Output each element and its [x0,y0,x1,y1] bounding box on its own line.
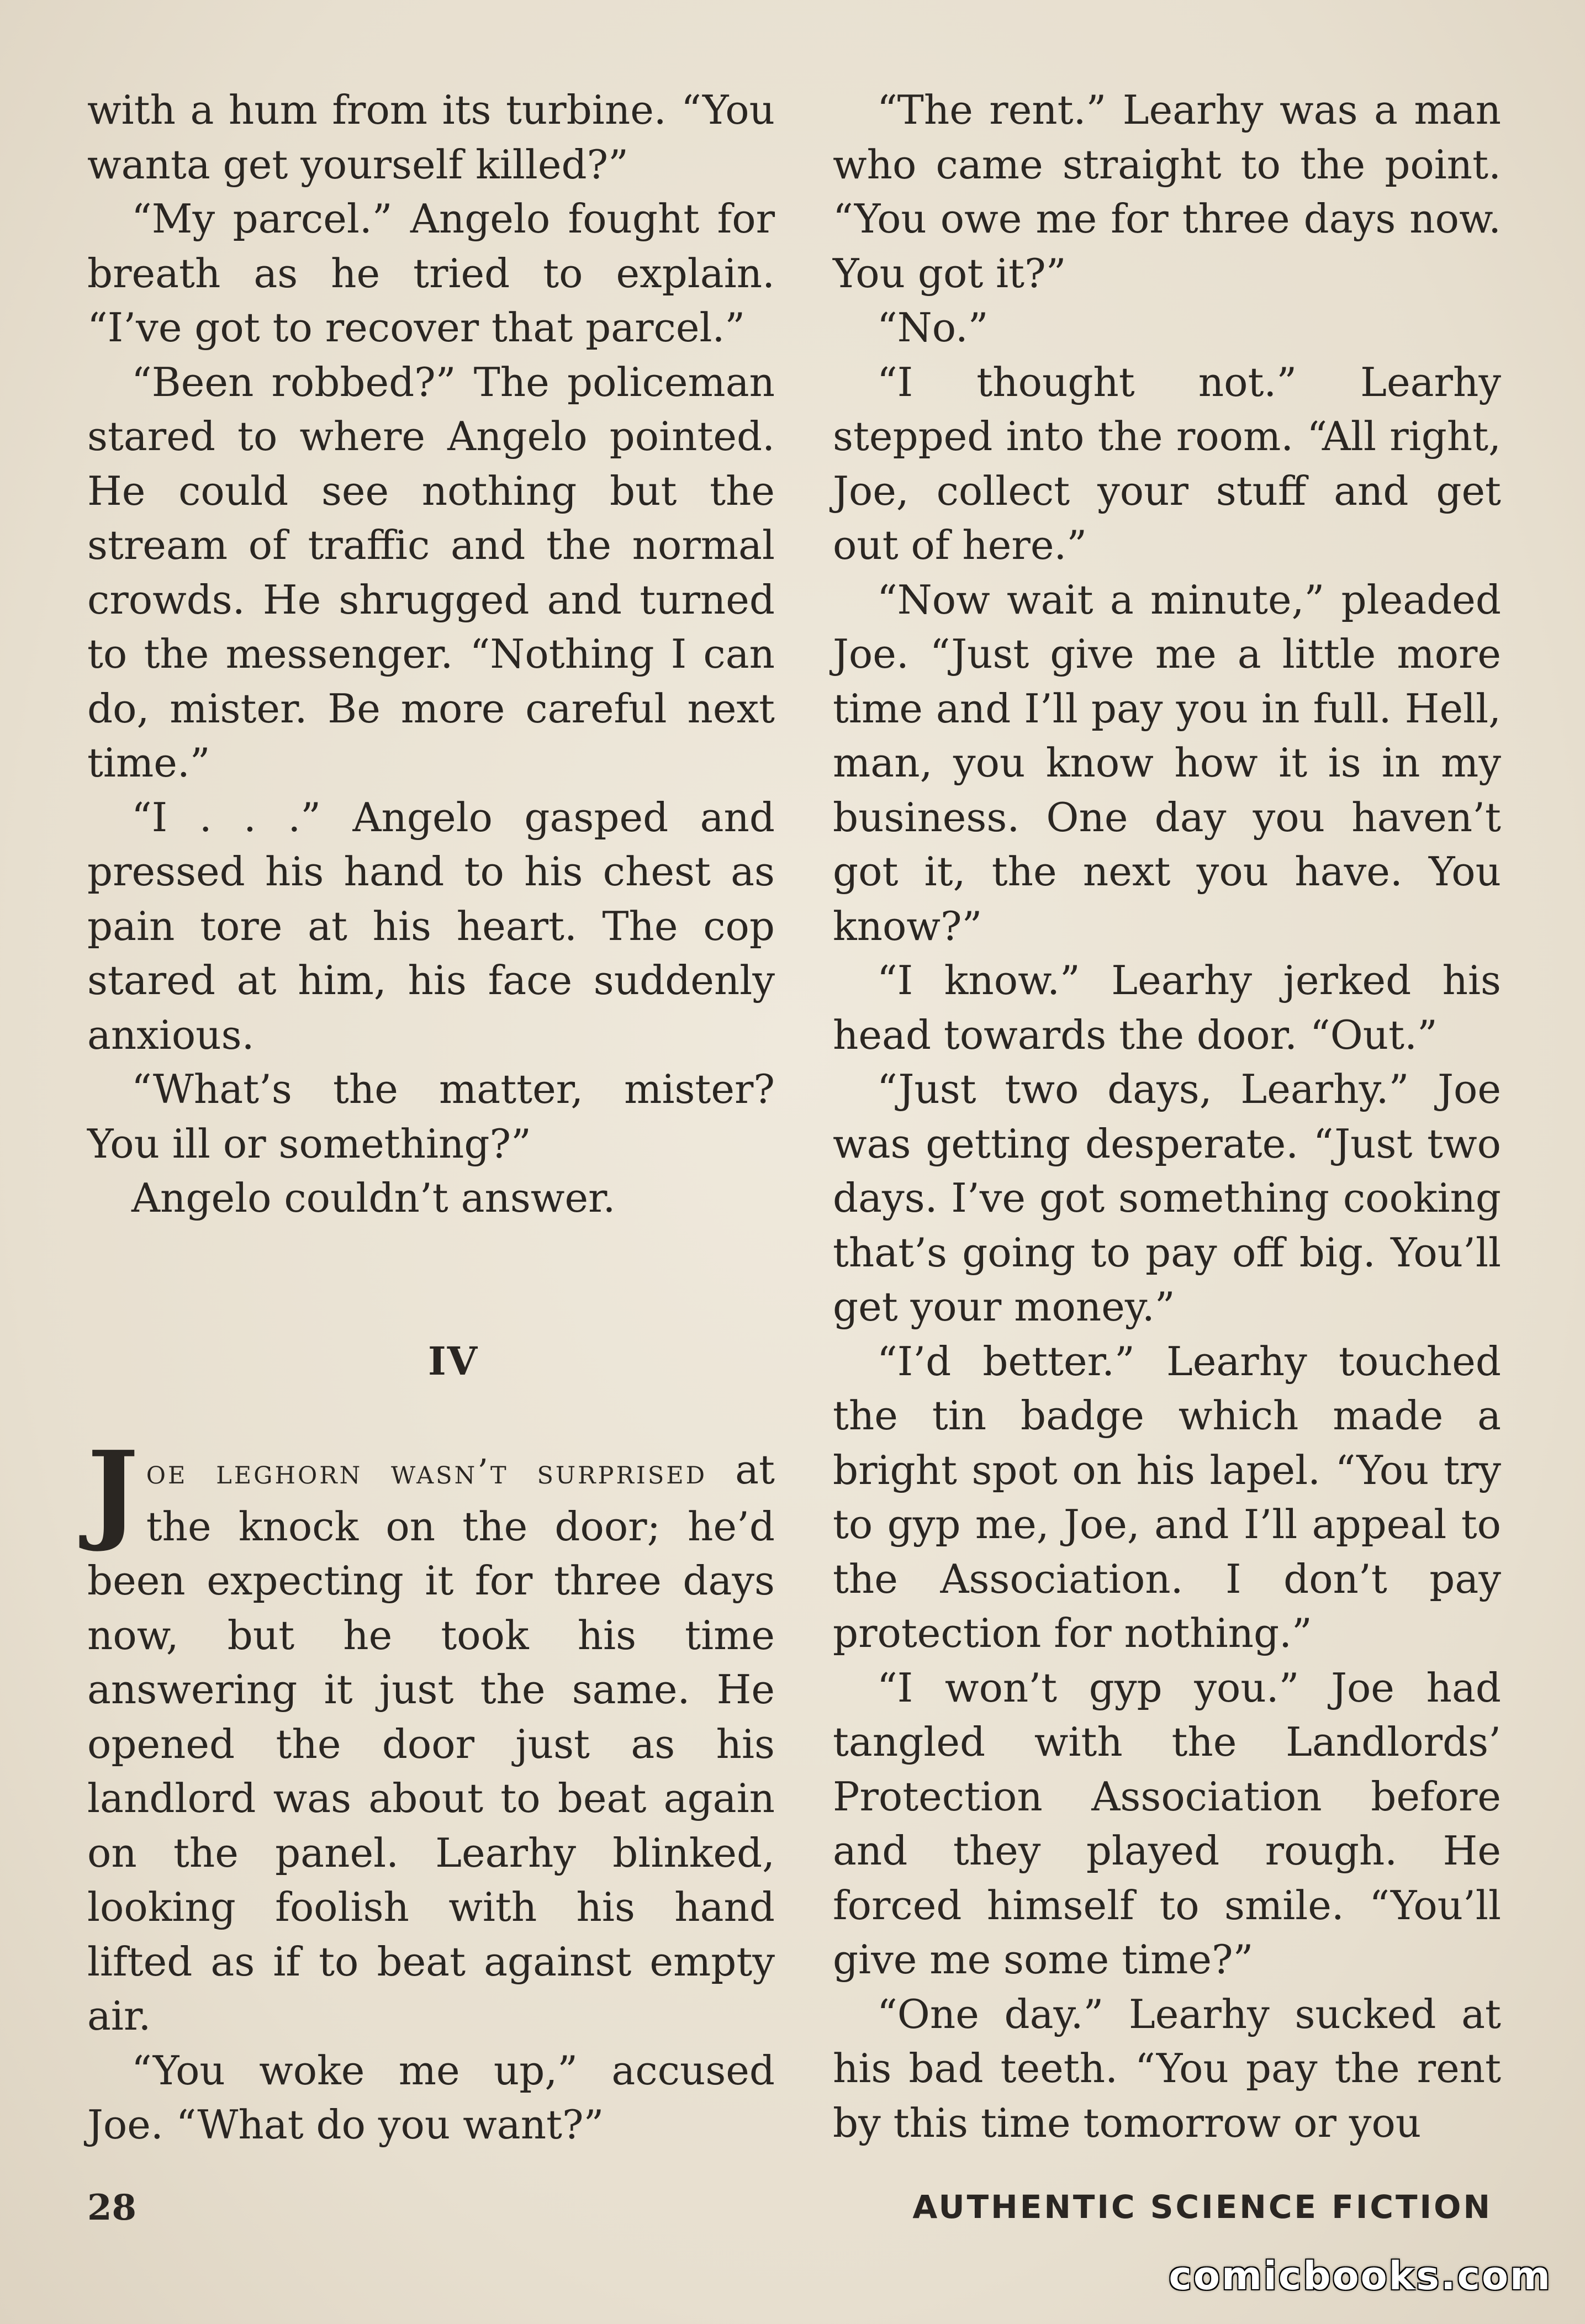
source-watermark: comicbooks.com [1169,2253,1552,2299]
paragraph: “What’s the matter, mister? You ill or something?” [87,1066,775,1167]
paragraph: “I know.” Learhy jerked his head towards the door. “Out.” [833,957,1501,1058]
paragraph: “No.” [877,304,989,351]
chapter-opening-paragraph [87,1428,775,2043]
paragraph: “I won’t gyp you.” Joe had tangled with the Landlords’ Protection Association before and they played rough. He forced himself to smile. “You’ll give me some time?” [833,1664,1501,1983]
left-text-column [87,83,775,2152]
section-heading: IV [427,1338,479,1384]
right-text-column [833,83,1501,2150]
paragraph: “The rent.” Learhy was a man who came straight to the point. “You owe me for three days now. You got it?” [833,87,1501,297]
paragraph: “I’d better.” Learhy touched the tin badge which made a bright spot on his lapel. “You try to gyp me, Joe, and I’ll appeal to the Association. I don’t pay protection for nothing.” [833,1338,1501,1656]
paragraph: “Now wait a minute,” pleaded Joe. “Just give me a little more time and I’ll pay you in full. Hell, man, you know how it is in my business. One day you haven’t got it, the next you have. You know?” [833,576,1501,949]
paragraph: “My parcel.” Angelo fought for breath as he tried to explain. “I’ve got to recover that parcel.” [87,196,775,351]
running-footer-title: AUTHENTIC SCIENCE FICTION [912,2188,1492,2226]
drop-cap: J [87,1428,139,1555]
page-number: 28 [87,2187,137,2228]
paragraph: “One day.” Learhy sucked at his bad teeth. “You pay the rent by this time tomorrow or you [833,1990,1501,2146]
paragraph: “Just two days, Learhy.” Joe was getting desperate. “Just two days. I’ve got something cooking that’s going to pay off big. You’ll get your money.” [833,1066,1501,1330]
paragraph: Angelo couldn’t answer. [131,1175,616,1221]
paragraph: “You woke me up,” accused Joe. “What do you want?” [87,2047,775,2148]
paragraph: “I thought not.” Learhy stepped into the room. “All right, Joe, collect your stuff and get out of here.” [833,358,1501,568]
paragraph-text: at the knock on the door; he’d been expecting it for three days now, but he took his time answering it just the same. He opened the door just as his landlord was about to beat again on the panel. Learhy blinked, looking foolish with his hand lifted as if to beat against empty air. [87,1446,775,2039]
paragraph: “I . . .” Angelo gasped and pressed his hand to his chest as pain tore at his heart. The cop stared at him, his face suddenly anxious. [87,794,775,1058]
opening-small-caps: oe leghorn wasn’t surprised [146,1451,707,1492]
paragraph: with a hum from its turbine. “You wanta get yourself killed?” [87,87,775,188]
paragraph: “Been robbed?” The policeman stared to where Angelo pointed. He could see nothing but the stream of traffic and the normal crowds. He shrugged and turned to the messenger. “Nothing I can do, mister. Be more careful next time.” [87,358,775,786]
